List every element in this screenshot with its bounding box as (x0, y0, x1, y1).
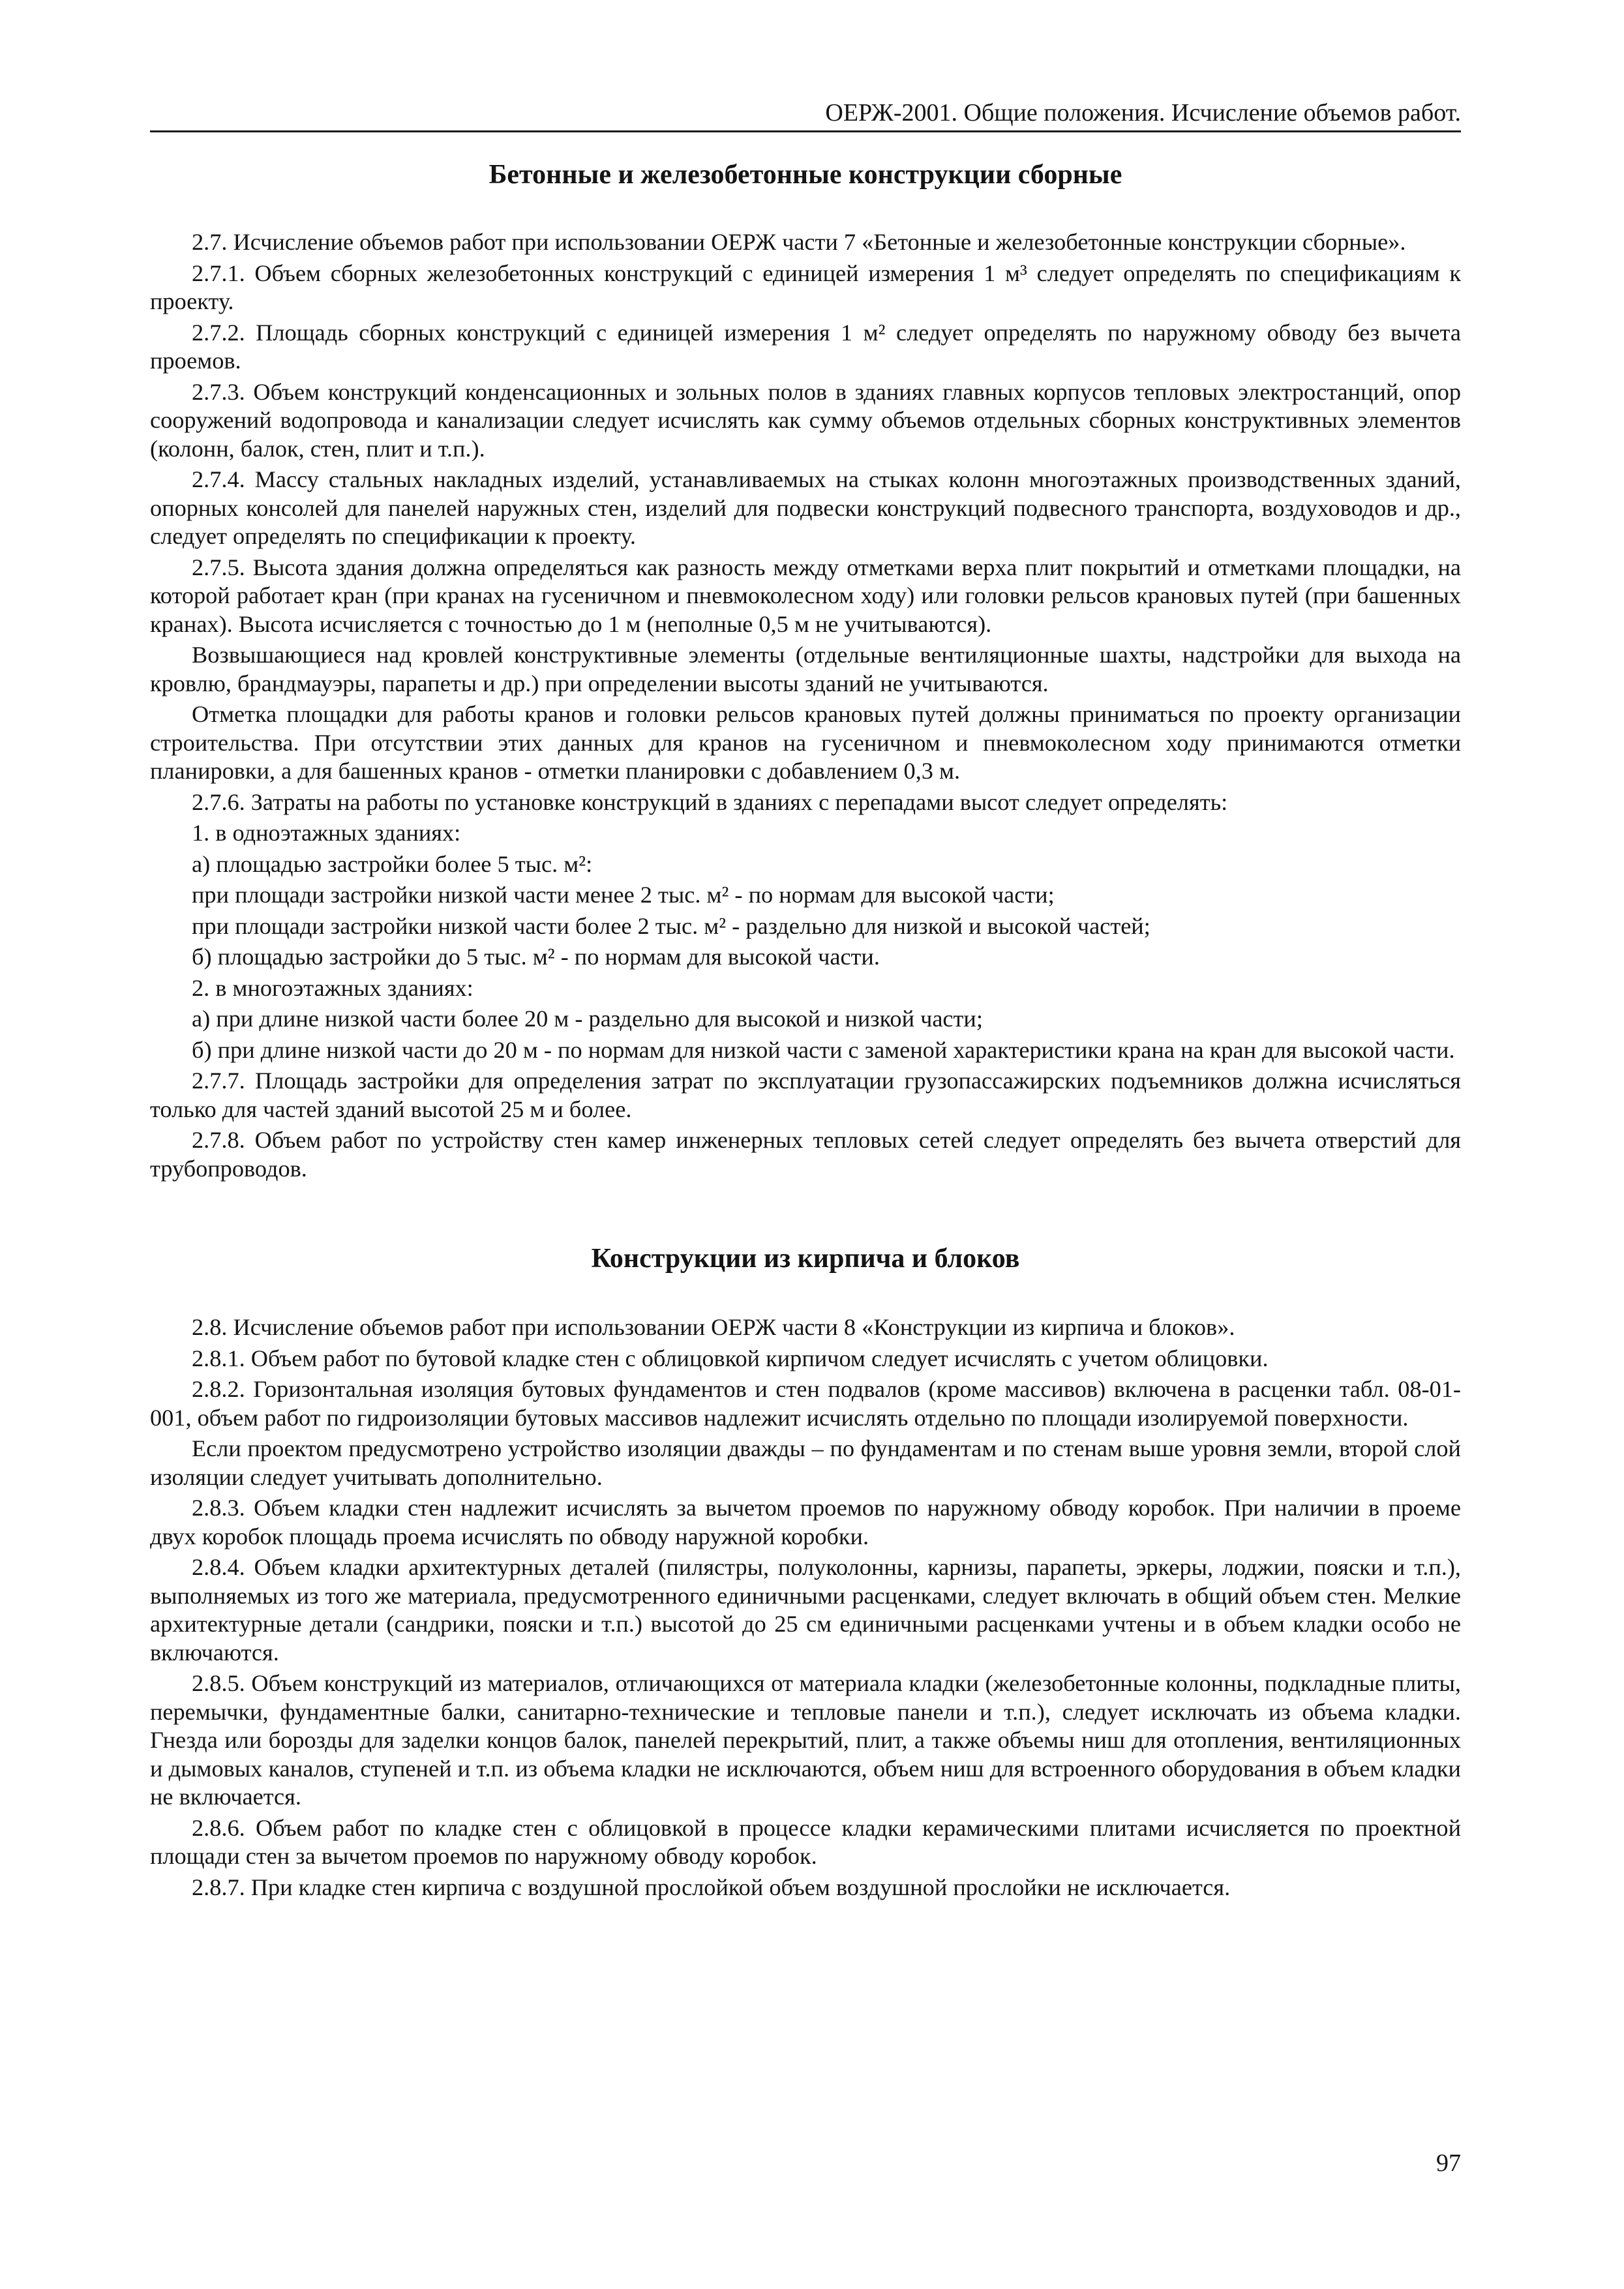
paragraph: 2.7.4. Массу стальных накладных изделий, устанавливаемых на стыках колонн многоэтажных производственных зданий, опорных консолей для панелей наружных стен, изделий для подвески конструкций подвесного транспорта, воздуховодов и др., следует определять по спецификации к проекту. (150, 466, 1461, 549)
paragraph: Возвышающиеся над кровлей конструктивные элементы (отдельные вентиляционные шахты, надстройки для выхода на кровлю, брандмауэры, парапеты и др.) при определении высоты зданий не учитываются. (150, 642, 1461, 696)
paragraph: 2.7.2. Площадь сборных конструкций с единицей измерения 1 м² следует определять по наружному обводу без вычета проемов. (150, 319, 1461, 374)
paragraph: 2.8.3. Объем кладки стен надлежит исчислять за вычетом проемов по наружному обводу коробок. При наличии в проеме двух коробок площадь проема исчислять по обводу наружной коробки. (150, 1495, 1461, 1549)
paragraph: 2.8.4. Объем кладки архитектурных деталей (пилястры, полуколонны, карнизы, парапеты, эркеры, лоджии, пояски и т.п.), выполняемых из того же материала, предусмотренного единичными расценками, следует включать в общий объем стен. Мелкие архитектурные детали (сандрики, пояски и т.п.) высотой до 25 см единичными расценками учтены и в объем кладки особо не включаются. (150, 1554, 1461, 1666)
paragraph: Если проектом предусмотрено устройство изоляции дважды – по фундаментам и по стенам выше уровня земли, второй слой изоляции следует учитывать дополнительно. (150, 1435, 1461, 1490)
paragraph: при площади застройки низкой части более 2 тыс. м² - раздельно для низкой и высокой частей; (192, 912, 1150, 939)
section-title: Бетонные и железобетонные конструкции сборные (489, 160, 1122, 190)
paragraph: 2.8. Исчисление объемов работ при использовании ОЕРЖ части 8 «Конструкции из кирпича и блоков». (192, 1314, 1235, 1340)
paragraph: при площади застройки низкой части менее 2 тыс. м² - по нормам для высокой части; (192, 882, 1055, 908)
paragraph: 2.7.7. Площадь застройки для определения затрат по эксплуатации грузопассажирских подъемников должна исчисляться только для частей зданий высотой 25 м и более. (150, 1068, 1461, 1122)
paragraph: а) при длине низкой части более 20 м - раздельно для высокой и низкой части; (192, 1006, 983, 1032)
paragraph: 2.8.5. Объем конструкций из материалов, отличающихся от материала кладки (железобетонные колонны, подкладные плиты, перемычки, фундаментные балки, санитарно-технические и тепловые панели и т.п.), следует исключать из объема кладки. Гнезда или борозды для заделки концов балок, панелей перекрытий, плит, а также объемы ниш для отопления, вентиляционных и дымовых каналов, ступеней и т.п. из объема кладки не исключаются, объем ниш для встроенного оборудования в объем кладки не включается. (150, 1670, 1461, 1810)
paragraph: 2. в многоэтажных зданиях: (192, 974, 474, 1001)
page-number: 97 (1436, 2149, 1461, 2177)
header-rule (150, 130, 1461, 132)
paragraph: 2.8.7. При кладке стен кирпича с воздушной прослойкой объем воздушной прослойки не исключается. (192, 1874, 1231, 1900)
paragraph: 1. в одноэтажных зданиях: (192, 820, 461, 846)
paragraph: б) при длине низкой части до 20 м - по нормам для низкой части с заменой характеристики крана на кран для высокой части. (192, 1036, 1455, 1063)
paragraph: 2.8.1. Объем работ по бутовой кладке стен с облицовкой кирпичом следует исчислять с учетом облицовки. (192, 1345, 1269, 1371)
paragraph: Отметка площадки для работы кранов и головки рельсов крановых путей должны приниматься по проекту организации строительства. При отсутствии этих данных для кранов на гусеничном и пневмоколесном ходу принимаются отметки планировки, а для башенных кранов - отметки планировки с добавлением 0,3 м. (150, 701, 1461, 784)
paragraph: 2.8.2. Горизонтальная изоляция бутовых фундаментов и стен подвалов (кроме массивов) включена в расценки табл. 08-01-001, объем работ по гидроизоляции бутовых массивов надлежит исчислять отдельно по площади изолируемой поверхности. (150, 1376, 1461, 1431)
paragraph: 2.8.6. Объем работ по кладке стен с облицовкой в процессе кладки керамическими плитами исчисляется по проектной площади стен за вычетом проемов по наружному обводу коробок. (150, 1814, 1461, 1869)
paragraph: 2.7. Исчисление объемов работ при использовании ОЕРЖ части 7 «Бетонные и железобетонные конструкции сборные». (192, 229, 1406, 255)
paragraph: 2.7.1. Объем сборных железобетонных конструкций с единицей измерения 1 м³ следует определять по спецификациям к проекту. (150, 260, 1461, 314)
paragraph: б) площадью застройки до 5 тыс. м² - по нормам для высокой части. (192, 944, 880, 970)
section-title: Конструкции из кирпича и блоков (591, 1244, 1020, 1274)
paragraph: 2.7.6. Затраты на работы по установке конструкций в зданиях с перепадами высот следует определять: (192, 788, 1228, 815)
paragraph: 2.7.3. Объем конструкций конденсационных и зольных полов в зданиях главных корпусов тепловых электростанций, опор сооружений водопровода и канализации следует исчислять как сумму объемов отдельных сборных конструктивных элементов (колонн, балок, стен, плит и т.п.). (150, 378, 1461, 462)
paragraph: а) площадью застройки более 5 тыс. м²: (192, 850, 593, 877)
page-content (150, 155, 1461, 1904)
paragraph: 2.7.5. Высота здания должна определяться как разность между отметками верха плит покрытий и отметками площадки, на которой работает кран (при кранах на гусеничном и пневмоколесном ходу) или головки рельсов крановых путей (при башенных кранах). Высота исчисляется с точностью до 1 м (неполные 0,5 м не учитываются). (150, 554, 1461, 637)
paragraph: 2.7.8. Объем работ по устройству стен камер инженерных тепловых сетей следует определять без вычета отверстий для трубопроводов. (150, 1127, 1461, 1182)
running-header: ОЕРЖ-2001. Общие положения. Исчисление объемов работ. (825, 99, 1461, 127)
